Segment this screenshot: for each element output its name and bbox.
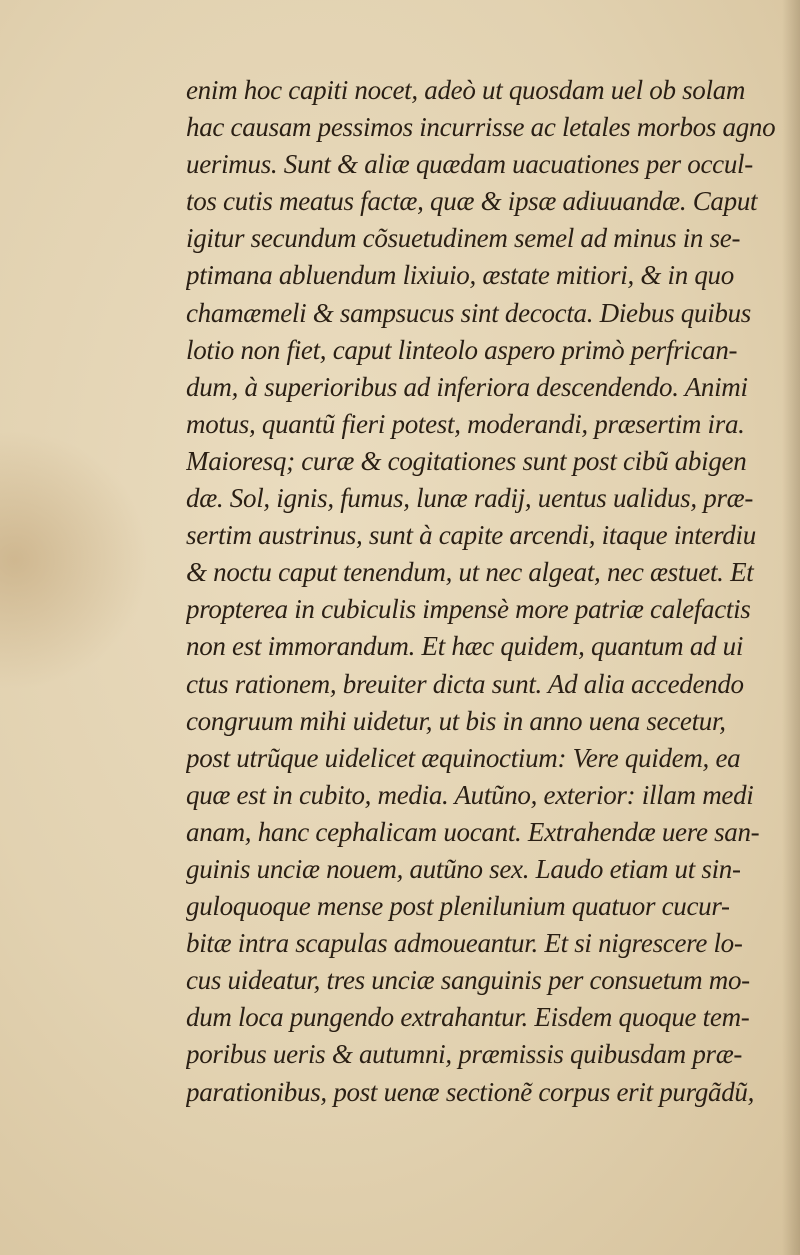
text-line: tos cutis meatus factæ, quæ & ipsæ adiuuandæ. Caput — [186, 186, 758, 217]
text-line: bitæ intra scapulas admoueantur. Et si nigrescere lo- — [186, 928, 743, 959]
text-line: ptimana abluendum lixiuio, æstate mitiori, & in quo — [186, 260, 734, 291]
text-line: dum, à superioribus ad inferiora descendendo. Animi — [186, 371, 748, 402]
text-line: & noctu caput tenendum, ut nec algeat, nec æstuet. Et — [186, 557, 754, 588]
text-line: uerimus. Sunt & aliæ quædam uacuationes per occul- — [186, 149, 753, 180]
text-line: quæ est in cubito, media. Autũno, exterior: illam medi — [186, 779, 754, 810]
text-line: sertim austrinus, sunt à capite arcendi, itaque interdiu — [186, 520, 756, 551]
text-line: dæ. Sol, ignis, fumus, lunæ radij, uentus ualidus, præ- — [186, 483, 754, 514]
text-line: Maioresq; curæ & cogitationes sunt post cibũ abigen — [186, 445, 747, 476]
text-line: cus uideatur, tres unciæ sanguinis per consuetum mo- — [186, 965, 750, 996]
text-line: guinis unciæ nouem, autũno sex. Laudo etiam ut sin- — [186, 853, 741, 884]
text-line: chamæmeli & sampsucus sint decocta. Diebus quibus — [186, 297, 751, 328]
text-line: ctus rationem, breuiter dicta sunt. Ad alia accedendo — [186, 668, 744, 699]
text-line: dum loca pungendo extrahantur. Eisdem quoque tem- — [186, 1002, 750, 1033]
text-line: post utrũque uidelicet æquinoctium: Vere quidem, ea — [186, 742, 741, 773]
text-line: non est immorandum. Et hæc quidem, quantum ad ui — [186, 631, 744, 662]
text-line: lotio non fiet, caput linteolo aspero primò perfrican- — [186, 334, 738, 365]
text-line: hac causam pessimos incurrisse ac letales morbos agno — [186, 112, 776, 143]
paper-stain — [0, 430, 150, 690]
text-line: poribus ueris & autumni, præmissis quibusdam præ- — [186, 1039, 743, 1070]
text-line: congruum mihi uidetur, ut bis in anno uena secetur, — [186, 705, 726, 736]
text-line: parationibus, post uenæ sectionẽ corpus erit purgãdũ, — [186, 1076, 755, 1107]
text-line: motus, quantũ fieri potest, moderandi, præsertim ira. — [186, 408, 745, 439]
text-line: enim hoc capiti nocet, adeò ut quosdam uel ob solam — [186, 75, 746, 105]
text-line: guloquoque mense post plenilunium quatuor cucur- — [186, 891, 730, 922]
text-line: igitur secundum cõsuetudinem semel ad minus in se- — [186, 223, 741, 254]
text-line: anam, hanc cephalicam uocant. Extrahendæ uere san- — [186, 816, 760, 847]
body-text — [186, 72, 798, 1111]
text-line: propterea in cubiculis impensè more patriæ calefactis — [186, 594, 751, 625]
